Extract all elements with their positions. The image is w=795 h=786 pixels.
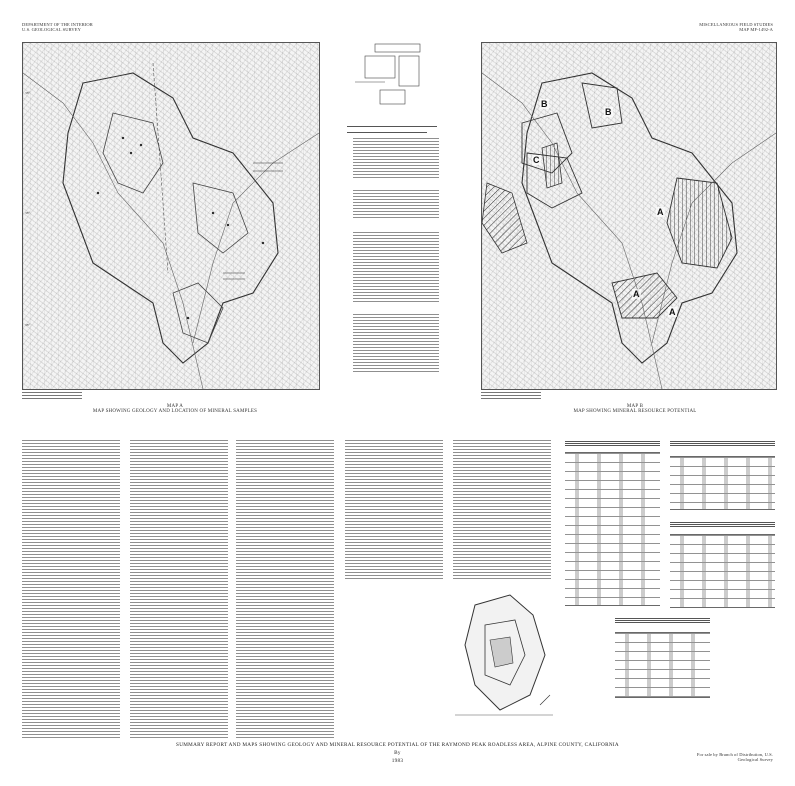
- series-line-1: MISCELLANEOUS FIELD STUDIES: [699, 22, 773, 27]
- report-text-column: [453, 440, 551, 580]
- report-title: SUMMARY REPORT AND MAPS SHOWING GEOLOGY AND MINERAL RESOURCE POTENTIAL OF THE RAYMOND PEAK ROADLESS AREA, ALPINE COUNTY, CALIFORNIA: [176, 742, 619, 748]
- report-date: 1983: [391, 758, 404, 764]
- location-index-linework: [455, 585, 553, 725]
- map-credit-text: [481, 392, 541, 400]
- table-title: [670, 522, 775, 528]
- latitude-tick: 38°: [25, 91, 30, 95]
- series-line-2: MAP MF-1492-A: [739, 27, 773, 32]
- resource-map-caption-id: MAP B: [626, 404, 644, 409]
- location-index-map: [455, 585, 553, 725]
- potential-unit-label: B: [605, 107, 612, 117]
- potential-unit-label: A: [633, 289, 640, 299]
- potential-unit-label: C: [533, 155, 540, 165]
- potential-unit-label: B: [541, 99, 548, 109]
- resource-potential-map: [481, 42, 777, 390]
- index-diagram: [345, 42, 445, 112]
- analysis-table: [615, 632, 710, 698]
- report-text-column: [130, 440, 228, 738]
- resource-map-caption-title: MAP SHOWING MINERAL RESOURCE POTENTIAL: [573, 409, 697, 414]
- geology-map: [22, 42, 320, 390]
- byline: By: [394, 750, 401, 756]
- analysis-table: [670, 534, 775, 608]
- sale-imprint: For sale by Branch of Distribution, U.S. Geological Survey: [696, 752, 773, 762]
- map-credit-text: [22, 392, 82, 400]
- analysis-table: [670, 456, 775, 510]
- resource-potential-linework: [482, 43, 776, 389]
- geology-map-caption: [60, 404, 290, 414]
- potential-unit-label: A: [657, 207, 664, 217]
- latitude-tick: 38°: [25, 323, 30, 327]
- report-text-column: [22, 440, 120, 738]
- report-text-column: [236, 440, 334, 738]
- analysis-table: [565, 452, 660, 606]
- series-header: [699, 22, 773, 32]
- geology-map-linework: [23, 43, 319, 389]
- potential-unit-label: A: [669, 307, 676, 317]
- agency-line-2: U.S. GEOLOGICAL SURVEY: [22, 27, 81, 32]
- table-title: [565, 441, 660, 447]
- geology-map-caption-id: MAP A: [166, 404, 184, 409]
- agency-header: [22, 22, 93, 32]
- table-title: [615, 618, 710, 624]
- map-legend: [345, 42, 445, 382]
- resource-map-caption: [520, 404, 750, 414]
- geology-map-caption-title: MAP SHOWING GEOLOGY AND LOCATION OF MINERAL SAMPLES: [92, 409, 258, 414]
- agency-line-1: DEPARTMENT OF THE INTERIOR: [22, 22, 93, 27]
- report-text-column: [345, 440, 443, 580]
- latitude-tick: 38°: [25, 211, 30, 215]
- table-title: [670, 441, 775, 447]
